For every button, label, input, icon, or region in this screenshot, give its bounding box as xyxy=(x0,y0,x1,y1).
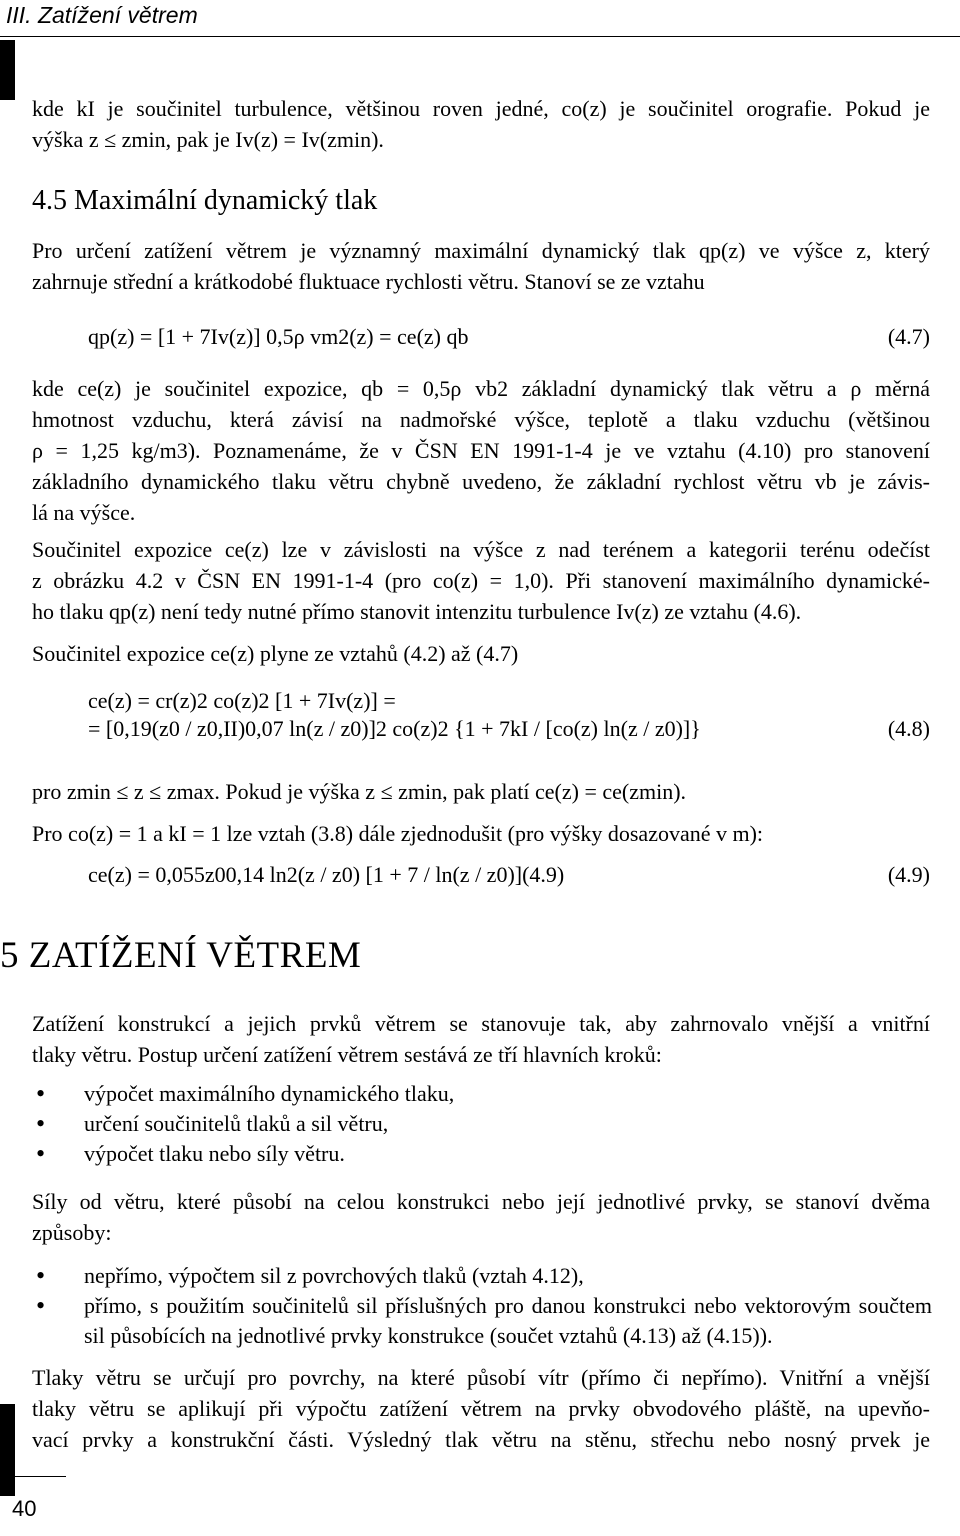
text-line: Součinitel expozice ce(z) lze v závislosti na výšce z nad terénem a kategorii terénu odečíst xyxy=(32,537,930,562)
text-line: Pro určení zatížení větrem je významný maximální dynamický tlak qp(z) ve výšce z, který xyxy=(32,238,930,263)
footer-rule xyxy=(0,1476,66,1477)
text-line: vací prvky a konstrukční části. Výsledný tlak větru na stěnu, střechu nebo nosný prvek je xyxy=(32,1427,930,1452)
text-line: pro zmin ≤ z ≤ zmax. Pokud je výška z ≤ zmin, pak platí ce(z) = ce(zmin). xyxy=(32,779,687,804)
text-line: Zatížení konstrukcí a jejich prvků větrem se stanovuje tak, aby zahrnovalo vnější a vnitřní xyxy=(32,1011,930,1036)
page-number: 40 xyxy=(12,1496,37,1521)
section-heading: 4.5 Maximální dynamický tlak xyxy=(32,185,378,216)
text-line: ho tlaku qp(z) není tedy nutné přímo stanovit intenzitu turbulence Iv(z) ze vztahu (4.6). xyxy=(32,599,802,624)
equation-4-8-line1: ce(z) = cr(z)2 co(z)2 [1 + 7Iv(z)] = xyxy=(88,688,396,713)
chapter-header xyxy=(0,0,960,37)
paragraph-forces xyxy=(32,1186,930,1248)
paragraph-intro xyxy=(32,235,930,297)
side-bar-marker xyxy=(0,1404,15,1496)
chapter-heading: 5 ZATÍŽENÍ VĚTREM xyxy=(0,935,362,976)
list-item: • výpočet tlaku nebo síly větru. xyxy=(32,1139,932,1169)
paragraph-exposure-3 xyxy=(32,638,930,669)
equation-4-9: ce(z) = 0,055z00,14 ln2(z / z0) [1 + 7 / ln(z / z0)](4.9) xyxy=(88,862,565,887)
paragraph-pressures xyxy=(32,1362,930,1455)
paragraph-chapter-intro xyxy=(32,1008,930,1070)
text-line: Součinitel expozice ce(z) plyne ze vztahů (4.2) až (4.7) xyxy=(32,641,519,666)
paragraph-exposure xyxy=(32,373,930,528)
side-bar-marker xyxy=(0,40,15,100)
paragraph-range xyxy=(32,776,930,807)
paragraph-simplify xyxy=(32,818,930,849)
steps-list xyxy=(32,1079,932,1169)
text-line: lá na výšce. xyxy=(32,500,136,525)
text-line: Pro co(z) = 1 a kI = 1 lze vztah (3.8) dále zjednodušit (pro výšky dosazované v m): xyxy=(32,821,764,846)
equation-4-7: qp(z) = [1 + 7Iv(z)] 0,5ρ vm2(z) = ce(z) qb xyxy=(88,324,469,349)
text-line: základního dynamického tlaku větru chybně uvedeno, že základní rychlost větru vb je závis- xyxy=(32,469,930,494)
methods-list xyxy=(32,1261,932,1351)
paragraph-exposure-2 xyxy=(32,534,930,627)
equation-4-8-line2: = [0,19(z0 / z0,II)0,07 ln(z / z0)]2 co(z)2 {1 + 7kI / [co(z) ln(z / z0)]} xyxy=(88,716,701,741)
equation-number: (4.8) xyxy=(887,716,930,741)
text-line: Síly od větru, které působí na celou konstrukci nebo její jednotlivé prvky, se stanoví dvěma xyxy=(32,1189,930,1214)
text-line: kde kI je součinitel turbulence, většinou roven jedné, co(z) je součinitel orografie. Pokud je xyxy=(32,96,930,121)
equation-number: (4.7) xyxy=(887,324,930,349)
text-line: tlaky větru. Postup určení zatížení větrem sestává ze tří hlavních kroků: xyxy=(32,1042,662,1067)
equation-number: (4.9) xyxy=(887,862,930,887)
list-item: • výpočet maximálního dynamického tlaku, xyxy=(32,1079,932,1109)
text-line: zahrnuje střední a krátkodobé fluktuace rychlosti větru. Stanoví se ze vztahu xyxy=(32,269,705,294)
list-item: • nepřímo, výpočtem sil z povrchových tlaků (vztah 4.12), xyxy=(32,1261,932,1291)
text-line: Tlaky větru se určují pro povrchy, na které působí vítr (přímo či nepřímo). Vnitřní a vnější xyxy=(32,1365,930,1390)
list-item: • určení součinitelů tlaků a sil větru, xyxy=(32,1109,932,1139)
text-line: způsoby: xyxy=(32,1220,112,1245)
text-line: kde ce(z) je součinitel expozice, qb = 0,5ρ vb2 základní dynamický tlak větru a ρ měrná xyxy=(32,376,930,401)
chapter-title: III. Zatížení větrem xyxy=(6,2,198,28)
text-line: z obrázku 4.2 v ČSN EN 1991-1-4 (pro co(z) = 1,0). Při stanovení maximálního dynamické- xyxy=(32,568,930,593)
paragraph-turbulence xyxy=(32,93,930,155)
text-line: hmotnost vzduchu, která závisí na nadmořské výšce, teplotě a tlaku vzduchu (většinou xyxy=(32,407,930,432)
list-item: • přímo, s použitím součinitelů sil příslušných pro danou konstrukci nebo vektorovým součtem sil působících na jednotlivé prvky konstrukce (součet vztahů (4.13) až (4.15)). xyxy=(32,1291,932,1351)
text-line: tlaky větru se aplikují při výpočtu zatížení větrem na prvky obvodového pláště, na upevňo- xyxy=(32,1396,930,1421)
text-line: výška z ≤ zmin, pak je Iv(z) = Iv(zmin). xyxy=(32,127,384,152)
text-line: ρ = 1,25 kg/m3). Poznamenáme, že v ČSN EN 1991-1-4 je ve vztahu (4.10) pro stanovení xyxy=(32,438,930,463)
